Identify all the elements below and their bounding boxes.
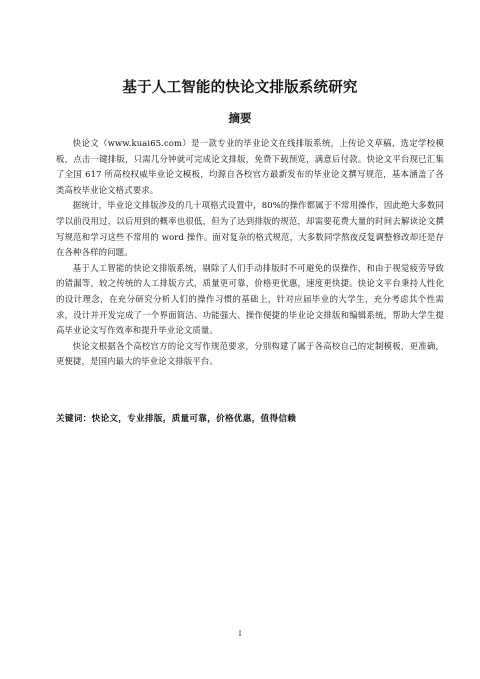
- page-number: I: [238, 630, 242, 638]
- keywords-line: 关键词：快论文，专业排版，质量可靠，价格优惠，值得信赖: [56, 414, 297, 424]
- abstract-paragraph: 基于人工智能的快论文排版系统，剔除了人们手动排版时不可避免的误操作，和由于视觉疲劳导致的错漏等，较之传统的人工排版方式，质量更可靠，价格更优惠，速度更快捷。快论文平台秉持人性化的设计理念，在充分研究分析人们的操作习惯的基础上，针对应届毕业的大学生，充分考虑其个性需求，设计并开发完成了一个界面简洁、功能强大、操作便捷的毕业论文排版和编辑系统，帮助大学生提高毕业论文写作效率和提升毕业论文质量。: [56, 262, 444, 336]
- page-title: 基于人工智能的快论文排版系统研究: [122, 80, 358, 96]
- abstract-paragraph: 据统计，毕业论文排版涉及的几十项格式设置中，80%的操作都属于不常用操作，因此绝大多数同学以前没用过，以后用到的概率也很低，但为了达到排版的规范，却需要花费大量的时间去解读论文撰写规范和学习这些不常用的 word 操作。面对复杂的格式规范，大多数同学熬夜反复调整修改却还是存在各种各样的问题。: [56, 200, 444, 258]
- abstract-paragraph: 快论文（www.kuai65.com）是一款专业的毕业论文在线排版系统，上传论文草稿，选定学校模板，点击一键排版，只需几分钟就可完成论文排版，免费下载预览，满意后付款。快论文平台现已汇集了全国 617 所高校权威毕业论文模板，均源自各校官方最新发布的毕业论文撰写规范，基本涵盖了各类高校毕业论文格式要求。: [56, 138, 444, 195]
- abstract-paragraph: 快论文根据各个高校官方的论文写作规范要求，分别构建了属于各高校自己的定制模板，更准确，更便捷，是国内最大的毕业论文排版平台。: [56, 340, 444, 367]
- abstract-body: [56, 136, 444, 370]
- abstract-heading: 摘要: [228, 111, 252, 125]
